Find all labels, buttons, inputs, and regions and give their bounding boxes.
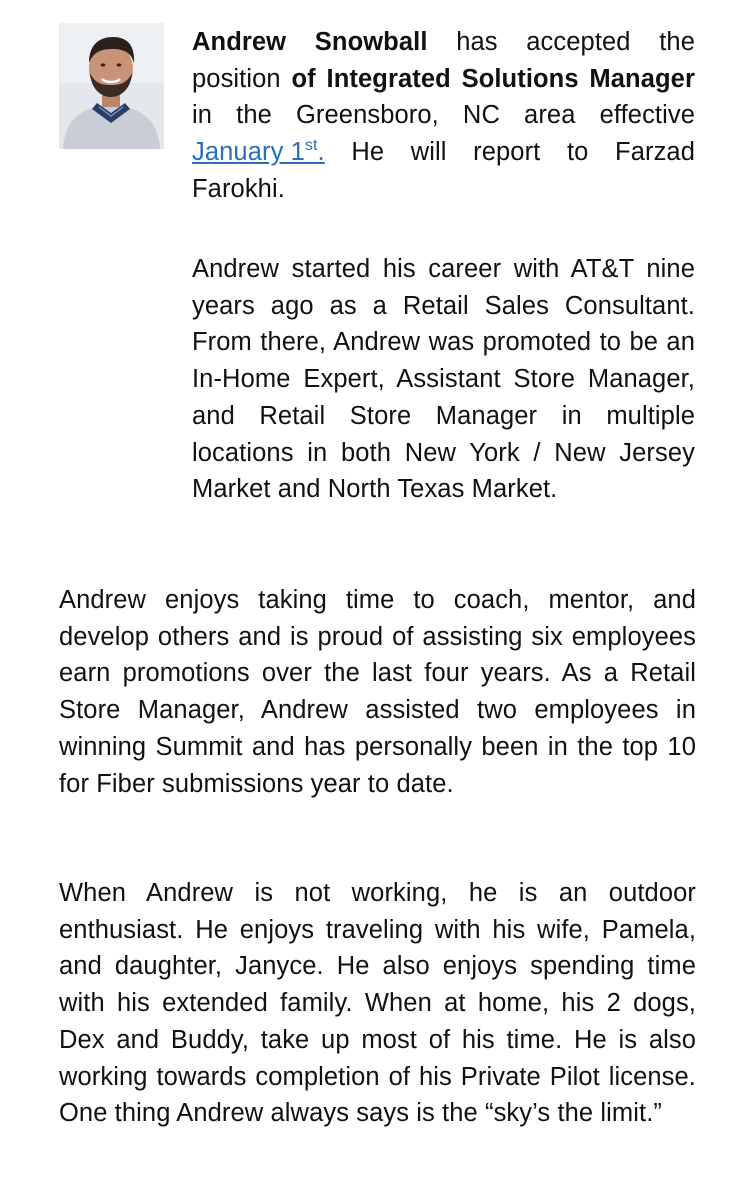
person-portrait-image [59,23,164,149]
effective-date-text: January 1 [192,138,305,167]
position-title: of Integrated Solutions Manager [291,64,695,93]
location-text: in the Greensboro, NC area effective [192,101,695,130]
profile-photo [59,23,164,149]
announcement-paragraph [192,24,695,208]
effective-date-link[interactable] [192,134,325,171]
career-paragraph: Andrew started his career with AT&T nine years ago as a Retail Sales Consultant. From there, Andrew was promoted to be an In-Home Expert, Assistant Store Manager, and Retail Store Manager in multiple locations in both New York / New Jersey Market and North Texas Market. [192,255,695,504]
employee-name: Andrew Snowball [192,28,428,56]
effective-date-ordinal: st [304,137,318,155]
mentoring-paragraph: Andrew enjoys taking time to coach, mentor, and develop others and is proud of assisting six employees earn promotions over the last four years. As a Retail Store Manager, Andrew assisted two employees in winning Summit and has personally been in the top 10 for Fiber submissions year to date. [59,586,696,798]
personal-paragraph: When Andrew is not working, he is an outdoor enthusiast. He enjoys traveling with his wife, Pamela, and daughter, Janyce. He also enjoys spending time with his extended family. When at home, his 2 dogs, Dex and Buddy, take up most of his time. He is also working towards completion of his Private Pilot license. One thing Andrew always says is the “sky’s the limit.” [59,879,696,1128]
report-text: He will report to Farzad Farokhi. [192,138,695,203]
effective-date-period: . [317,138,325,167]
accepted-text: has accepted the position [192,28,695,93]
